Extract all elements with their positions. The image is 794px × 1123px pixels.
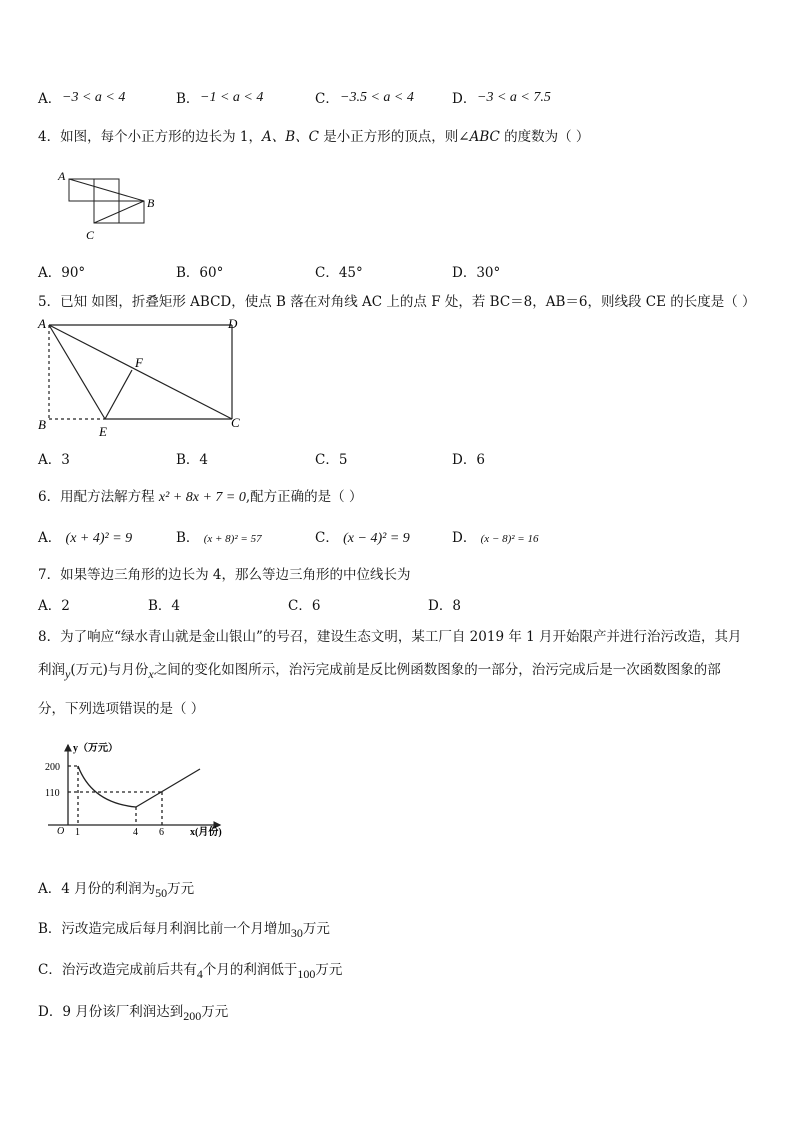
q8-ytick-110: 110 — [45, 788, 60, 799]
q8-option-b[interactable]: B．污改造完成后每月利润比前一个月增加30万元 — [38, 921, 330, 940]
q5-stem: 5．已知 如图，折叠矩形 ABCD，使点 B 落在对角线 AC 上的点 F 处，若 BC＝8，AB＝6，则线段 CE 的长度是（ ） — [38, 294, 756, 310]
q5-label-b: B — [38, 417, 46, 432]
q3-option-d[interactable]: −3 < a < 7.5 — [477, 90, 551, 105]
q7-option-d[interactable]: D．8 — [428, 598, 461, 614]
q5-option-c[interactable]: C．5 — [315, 452, 348, 468]
q5-option-b[interactable]: B．4 — [176, 452, 209, 468]
q5-option-a[interactable]: A．3 — [38, 452, 70, 468]
q4-option-a[interactable]: A．90° — [38, 265, 86, 281]
q8-origin: O — [57, 826, 65, 837]
q5-label-a: A — [38, 316, 46, 331]
q8-line — [136, 769, 200, 807]
q5-label-f: F — [135, 355, 143, 370]
q3-option-c-letter[interactable]: C． — [315, 91, 339, 107]
q8-stem-line1: 8．为了响应“绿水青山就是金山银山”的号召，建设生态文明，某工厂自 2019 年 1 月开始限产并进行治污改造，其月 — [38, 629, 742, 645]
q8-x-label: x(月份) — [190, 827, 222, 838]
q8-option-d[interactable]: D．9 月份该厂利润达到200万元 — [38, 1004, 229, 1023]
q8-curve — [78, 766, 136, 807]
q4-label-b: B — [147, 196, 155, 210]
q4-grid-figure — [55, 168, 165, 243]
q6-option-a[interactable]: A． (x + 4)² = 9 — [38, 530, 133, 546]
q6-option-c[interactable]: C． (x − 4)² = 9 — [315, 530, 410, 546]
q4-stem: 4．如图，每个小正方形的边长为 1，A、B、C 是小正方形的顶点，则∠ABC 的度数为（ ） — [38, 129, 590, 145]
q5-label-c: C — [231, 415, 240, 430]
q5-rectangle-figure — [35, 315, 250, 440]
q4-option-d[interactable]: D．30° — [452, 265, 501, 281]
q5-label-e: E — [99, 424, 107, 439]
q6-option-b[interactable]: B． (x + 8)² = 57 — [176, 530, 262, 546]
q6-option-d[interactable]: D． (x − 8)² = 16 — [452, 530, 539, 546]
q3-option-c[interactable]: −3.5 < a < 4 — [340, 90, 414, 105]
q3-option-a-letter[interactable]: A． — [38, 91, 62, 107]
q8-xtick-6: 6 — [159, 827, 164, 838]
q8-y-label: y（万元） — [73, 743, 118, 754]
q7-stem: 7．如果等边三角形的边长为 4，那么等边三角形的中位线长为 — [38, 567, 411, 583]
q4-option-c[interactable]: C．45° — [315, 265, 363, 281]
q8-stem-line3: 分，下列选项错误的是（ ） — [38, 701, 205, 717]
q8-stem-line2: 利润y(万元)与月份x之间的变化如图所示，治污完成前是反比例函数图象的一部分，治污完成后是一次函数图象的部 — [38, 662, 721, 681]
q8-profit-graph — [40, 735, 245, 855]
q5-option-d[interactable]: D．6 — [452, 452, 485, 468]
q3-option-a[interactable]: −3 < a < 4 — [62, 90, 126, 105]
q8-option-c[interactable]: C．治污改造完成前后共有4个月的利润低于100万元 — [38, 962, 343, 981]
q8-xtick-1: 1 — [75, 827, 80, 838]
q6-stem: 6．用配方法解方程 x² + 8x + 7 = 0,配方正确的是（ ） — [38, 489, 363, 505]
q8-xtick-4: 4 — [133, 827, 138, 838]
q4-option-b[interactable]: B．60° — [176, 265, 224, 281]
q5-label-d: D — [228, 316, 238, 331]
q3-option-b-letter[interactable]: B． — [176, 91, 200, 107]
q8-ytick-200: 200 — [45, 762, 60, 773]
q3-option-b[interactable]: −1 < a < 4 — [200, 90, 264, 105]
q4-label-a: A — [58, 169, 66, 183]
q7-option-c[interactable]: C．6 — [288, 598, 321, 614]
q7-option-b[interactable]: B．4 — [148, 598, 181, 614]
q3-option-d-letter[interactable]: D． — [452, 91, 477, 107]
q4-label-c: C — [86, 228, 95, 242]
q8-option-a[interactable]: A．4 月份的利润为50万元 — [38, 881, 195, 900]
q7-option-a[interactable]: A．2 — [38, 598, 70, 614]
